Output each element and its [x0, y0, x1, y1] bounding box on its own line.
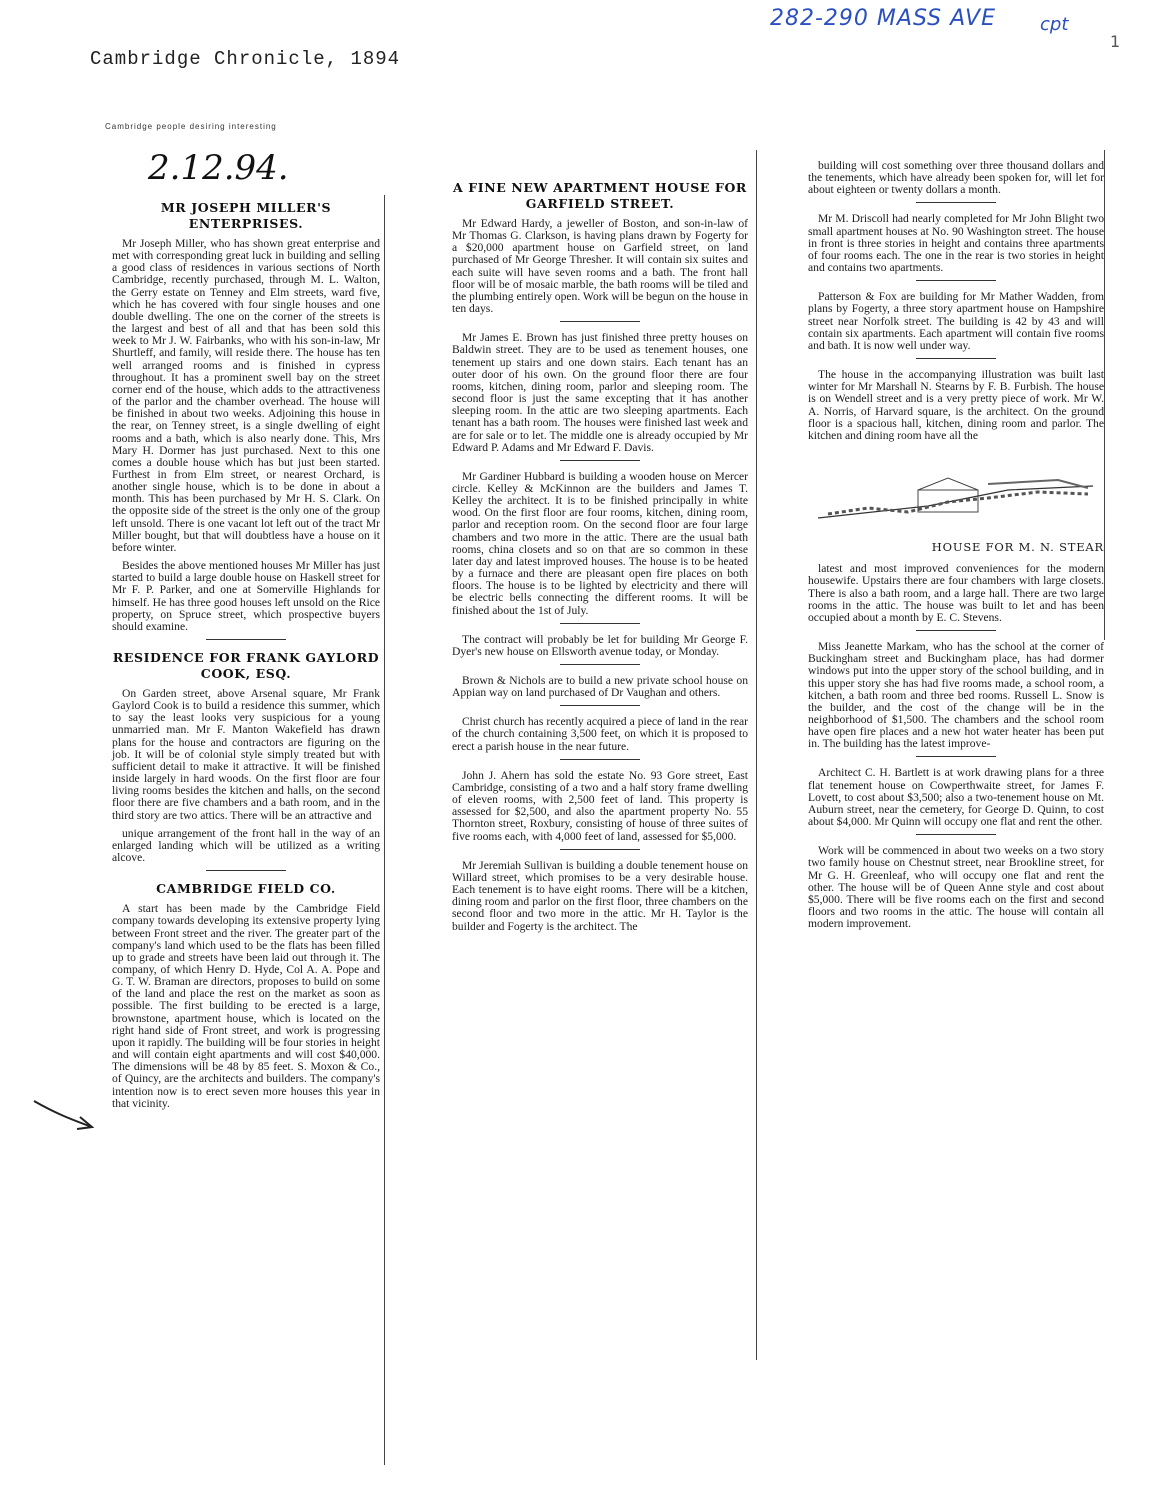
article-paragraph: Mr James E. Brown has just finished three pretty houses on Baldwin street. They are to be used as tenement houses, one tenement up stairs and one down stairs. Each tenant has an outer door of his own. On the ground floor there are four rooms, kitchen, dining room, parlor and sleeping room. The second floor is just the same excepting that it has another sleeping room. In the attic are two sleeping apartments. Each tenant has a bath room. The houses were finished last week and are for sale or to let. The middle one is already occupied by Mr Edward P. Adams and Mr Edward F. Davis. [452, 331, 748, 454]
page-mark: 1 [1110, 32, 1121, 51]
article-paragraph: A start has been made by the Cambridge Field company towards developing its extensive property lying between Front street and the river. The greater part of the company's land which used to be the flats has been filled up to grade and streets have been laid out through it. The company, of which Henry D. Hyde, Col A. A. Pope and G. T. W. Braman are directors, proposes to build on some of the land and place the rest on the market as soon as possible. The first building to be erected is a large, brownstone, apartment house, which is located on the right hand side of Front street, and work is progressing upon it rapidly. The building will be four stories in height and will contain eight apartments and will cost $40,000. The dimensions will be 48 by 85 feet. S. Moxon & Co., of Quincy, are the architects and builders. The company's intention now is to erect seven more houses this year in that vicinity. [112, 902, 380, 1110]
section-separator [560, 623, 640, 624]
article-paragraph: Architect C. H. Bartlett is at work drawing plans for a three flat tenement house on Cowperthwaite street, for James F. Lovett, to cost about $3,500; also a two-tenement house on Mt. Auburn street, near the cemetery, for George D. Quinn, to cost about $4,000. Mr Quinn will occupy one flat and rent the other. [808, 766, 1104, 829]
article-paragraph: Patterson & Fox are building for Mr Mather Wadden, from plans by Fogerty, a three story apartment house on Hampshire street near Norfolk street. The building is 42 by 43 and will contain six apartments. Each apartment will contain five rooms and bath. It is now well under way. [808, 290, 1104, 352]
article-paragraph: Mr Joseph Miller, who has shown great enterprise and met with corresponding great luck in building and selling a good class of residences in various sections of North Cambridge, recently purchased, through M. L. Walton, the Gerry estate on Tenney and Elm streets, ward five, which he has covered with four single houses and one double dwelling. The one on the corner of the streets is the largest and best of all and that has been sold this week to Mr J. W. Fairbanks, who with his son-in-law, Mr Shurtleff, and family, will reside there. The house has ten well arranged rooms and is finished in cypress throughout. It has a prominent swell bay on the street corner end of the house, which adds to the attractiveness of the parlor and the chamber overhead. The house will be finished in about two weeks. Adjoining this house in the rear, on Tenney street, is a single dwelling of eight rooms and a bath, which is also nearly done. This, Mrs Mary H. Dormer has just purchased. Next to this one comes a double house which has but just been started. Furthest in from Elm street, or nearest Orchard, is another single house, which is to be done in about a month. This has been purchased by Mr H. S. Clark. On the opposite side of the street is the only one of the group left unsold. There is one vacant lot left out of the tract Mr Miller bought, but that will doubtless have a house on it before winter. [112, 237, 380, 554]
article-paragraph: Besides the above mentioned houses Mr Miller has just started to build a large double house on Haskell street for Mr F. P. Parker, and one at Somerville Highlands for himself. He has three good houses left unsold on the Rice property, on Spruce street, which prospective buyers should examine. [112, 559, 380, 633]
article-heading: A FINE NEW APARTMENT HOUSE FOR GARFIELD STREET. [453, 180, 747, 211]
article-paragraph: Mr M. Driscoll had nearly completed for Mr John Blight two small apartment houses at No. 90 Washington street. The house in front is three stories in height and contains three apartments of four rooms each. The one in the rear is two stories in height and contains two apartments. [808, 212, 1104, 275]
article-paragraph: Work will be commenced in about two weeks on a two story two family house on Chestnut street, near Brookline street, for Mr G. H. Greenleaf, who will occupy one flat and rent the other. The house will be of Queen Anne style and cost about $5,000. There will be five rooms each on the first and second floors and two rooms in the attic. The house will contain all modern improvement. [808, 844, 1104, 931]
hand-drawn-arrow-icon [30, 1095, 100, 1135]
column-3 [808, 160, 1104, 936]
article-heading: RESIDENCE FOR FRANK GAYLORD COOK, ESQ. [112, 650, 380, 681]
section-separator [560, 849, 640, 850]
article-paragraph: Miss Jeanette Markam, who has the school at the corner of Buckingham street and Buckingham place, has had dormer windows put into the upper story of the school building, and in this upper story she has had five rooms made, a school room, a kitchen, a bath room and three bed rooms. Russell L. Snow is the builder, and the cost of the change will be in the neighborhood of $1,500. The chambers and the school room have open fire places and a new hot water heater has been put in. The building has the latest improve- [808, 640, 1104, 751]
handwritten-note: cpt [1040, 14, 1069, 35]
section-separator [916, 280, 996, 281]
section-separator [560, 321, 640, 322]
section-separator [560, 460, 640, 461]
section-separator [206, 870, 286, 871]
column-1 [112, 200, 380, 1116]
article-paragraph: The house in the accompanying illustration was built last winter for Mr Marshall N. Stearns by F. B. Furbish. The house is on Wendell street and is a very pretty piece of work. Mr W. A. Norris, of Harvard square, is the architect. On the ground floor is a spacious hall, kitchen, dining room and parlor. The kitchen and dining room have all the [808, 368, 1104, 442]
article-paragraph: Mr Edward Hardy, a jeweller of Boston, and son-in-law of Mr Thomas G. Clarkson, is having plans drawn by Fogerty for a $20,000 apartment house on Garfield street, on land purchased of Mr George Thresher. It will contain six suites and each suite will have seven rooms and a bath. The front hall floor will be of mosaic marble, the bath rooms will be tiled and the plumbing entirely open. Work will be begun on the house in ten days. [452, 217, 748, 316]
house-illustration [808, 468, 1098, 528]
article-paragraph: On Garden street, above Arsenal square, Mr Frank Gaylord Cook is to build a residence this summer, which to say the least looks very suspicious for a young unmarried man. Mr F. Manton Wakefield has drawn plans for the house and contractors are figuring on the job. It will be of colonial style simply treated but with sufficient detail to make it attractive. It will be finished inside largely in hard woods. On the first floor are four living rooms besides the kitchen and halls, on the second floor there are five chambers and a bath room, and in the third story are two attics. There will be an attractive and [112, 687, 380, 822]
section-separator [916, 834, 996, 835]
article-paragraph: unique arrangement of the front hall in the way of an enlarged landing which will be utilized as a writing alcove. [112, 826, 380, 865]
article-paragraph: Christ church has recently acquired a piece of land in the rear of the church containing 3,500 feet, on which it is proposed to erect a parish house in the near future. [452, 715, 748, 753]
section-separator [560, 664, 640, 665]
article-paragraph: Brown & Nichols are to build a new private school house on Appian way on land purchased of Dr Vaughan and others. [452, 674, 748, 700]
clipped-top-line: Cambridge people desiring interesting [105, 122, 277, 131]
column-rule [1104, 150, 1105, 640]
handwritten-address-note: 282-290 MASS AVE [770, 6, 996, 31]
article-paragraph: latest and most improved conveniences for the modern housewife. Upstairs there are four chambers with large closets. There is also a bath room, and a large hall. There are two large rooms in the attic. The house was built to let and has been occupied about a month by E. C. Stevens. [808, 562, 1104, 624]
section-separator [916, 202, 996, 203]
section-separator [560, 759, 640, 760]
source-line: Cambridge Chronicle, 1894 [90, 48, 401, 70]
handwritten-date: 2.12.94. [148, 148, 289, 188]
column-rule [384, 195, 385, 1465]
section-separator [560, 705, 640, 706]
article-paragraph: The contract will probably be let for building Mr George F. Dyer's new house on Ellsworth avenue today, or Monday. [452, 632, 748, 658]
article-paragraph: Mr Jeremiah Sullivan is building a double tenement house on Willard street, which promises to be a very desirable house. Each tenement is to have eight rooms. There will be a kitchen, dining room and parlor on the first floor, three chambers on the second floor and two more in the attic. Mr H. Taylor is the builder and Fogerty is the architect. The [452, 858, 748, 933]
article-heading: MR JOSEPH MILLER'S ENTERPRISES. [160, 200, 332, 231]
article-paragraph: building will cost something over three thousand dollars and the tenements, which have already been spoken for, will let for about eighteen or twenty dollars a month. [808, 159, 1104, 197]
article-heading: CAMBRIDGE FIELD CO. [156, 881, 336, 897]
column-2 [452, 180, 748, 939]
section-separator [206, 639, 286, 640]
section-separator [916, 630, 996, 631]
illustration-caption: HOUSE FOR M. N. STEAR [931, 540, 1104, 555]
column-rule [756, 150, 757, 1360]
article-paragraph: Mr Gardiner Hubbard is building a wooden house on Mercer circle. Kelley & McKinnon are the builders and James T. Kelley the architect. It is to be finished principally in white wood. On the first floor are four rooms, kitchen, dining room, parlor and reception room. On the second floor are four large chambers and two more in the attic. There are the usual bath rooms, china closets and so on that are so common in these later day and latest improved houses. The house is to be heated by a furnace and there are pleasant open fire places on both floors. The house is to be lighted by electricity and there will be electric bells connecting the different rooms. It will be finished about the 1st of July. [452, 469, 748, 617]
section-separator [916, 358, 996, 359]
article-paragraph: John J. Ahern has sold the estate No. 93 Gore street, East Cambridge, consisting of a two and a half story frame dwelling of eleven rooms, with 2,500 feet of land. This property is assessed for $2,500, and also the apartment property No. 55 Thornton street, Roxbury, consisting of house of three suites of five rooms each, with 4,000 feet of land, assessed for $5,000. [452, 768, 748, 843]
section-separator [916, 756, 996, 757]
